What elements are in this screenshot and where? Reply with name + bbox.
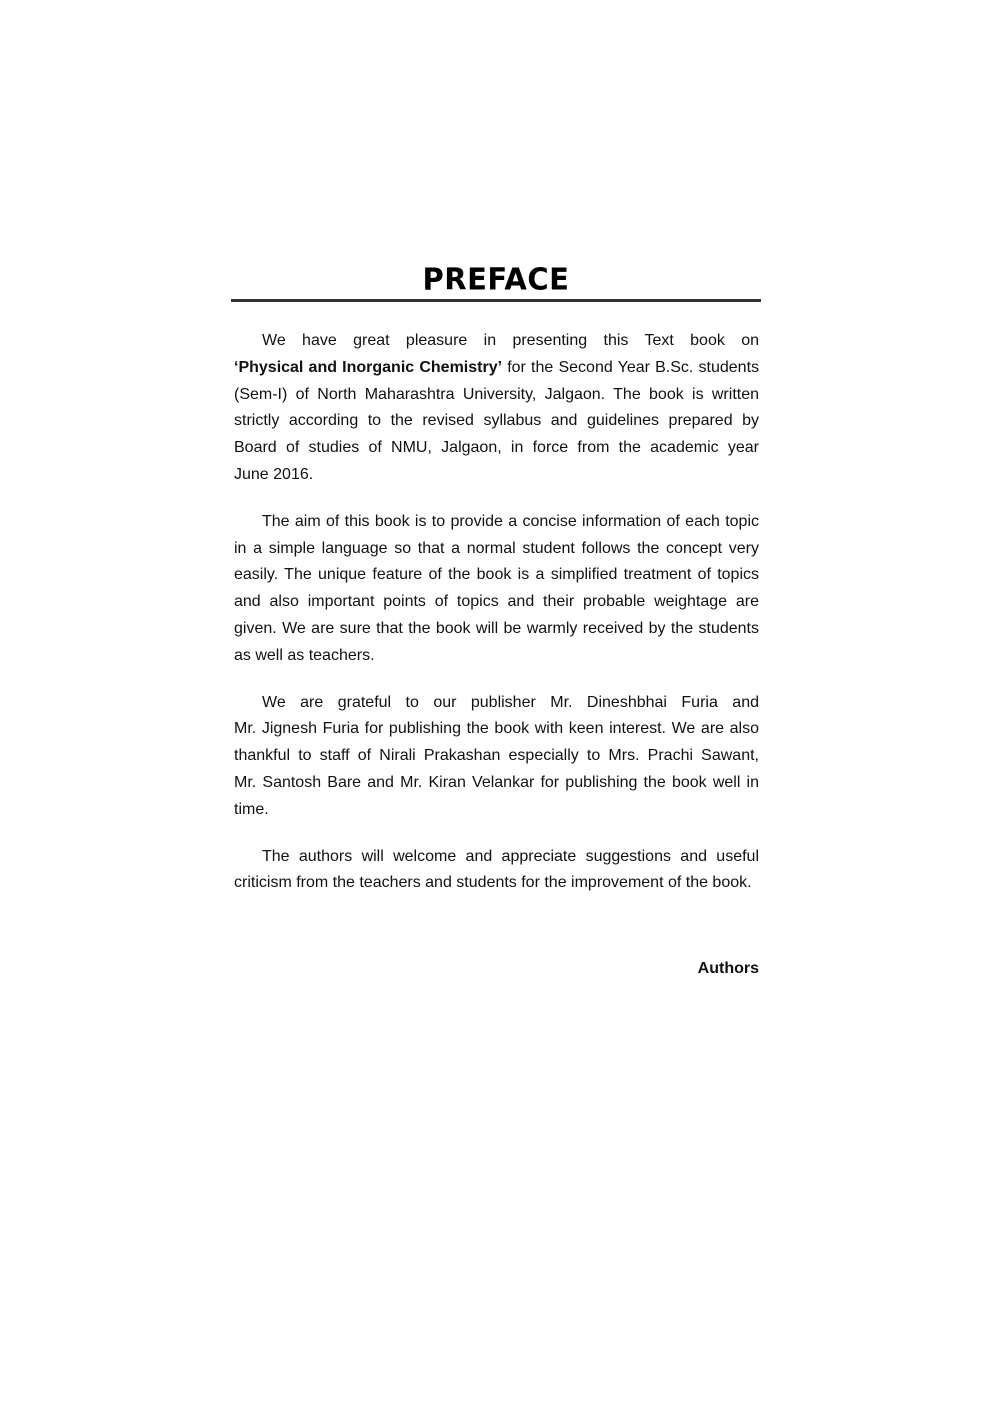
text-line: time.	[234, 800, 269, 818]
book-title: ‘Physical and Inorganic Chemistry’	[234, 358, 503, 376]
text-line: Board of studies of NMU, Jalgaon, in force from the academic year	[234, 439, 759, 457]
text-line: easily. The unique feature of the book is a simplified treatment of topics	[234, 566, 759, 584]
signature: Authors	[697, 960, 759, 977]
paragraph-aim	[234, 509, 759, 670]
text-line: The aim of this book is to provide a concise information of each topic	[262, 512, 759, 530]
preface-body	[234, 328, 759, 917]
title-underline	[231, 299, 761, 302]
text-line: (Sem-I) of North Maharashtra University, Jalgaon. The book is written	[234, 385, 759, 403]
text-line: and also important points of topics and their probable weightage are	[234, 593, 759, 611]
paragraph-acknowledgements	[234, 690, 759, 824]
text-line: The authors will welcome and appreciate suggestions and useful	[262, 847, 759, 865]
page-title: PREFACE	[422, 261, 570, 297]
text-line: in a simple language so that a normal student follows the concept very	[234, 539, 759, 557]
text-line	[234, 355, 759, 382]
text-line: as well as teachers.	[234, 646, 375, 664]
paragraph-intro	[234, 328, 759, 489]
text-segment: for the Second Year B.Sc. students	[502, 358, 760, 376]
text-line: We have great pleasure in presenting this Text book on	[262, 332, 759, 349]
text-line: thankful to staff of Nirali Prakashan especially to Mrs. Prachi Sawant,	[234, 747, 759, 765]
text-line: strictly according to the revised syllabus and guidelines prepared by	[234, 412, 759, 430]
text-line: criticism from the teachers and students for the improvement of the book.	[234, 874, 752, 892]
text-line: Mr. Santosh Bare and Mr. Kiran Velankar for publishing the book well in	[234, 773, 759, 791]
paragraph-suggestions	[234, 844, 759, 898]
text-line: We are grateful to our publisher Mr. Dineshbhai Furia and	[262, 693, 759, 711]
text-line: Mr. Jignesh Furia for publishing the book with keen interest. We are also	[234, 720, 759, 738]
text-line: given. We are sure that the book will be warmly received by the students	[234, 619, 759, 637]
text-line: June 2016.	[234, 465, 314, 483]
